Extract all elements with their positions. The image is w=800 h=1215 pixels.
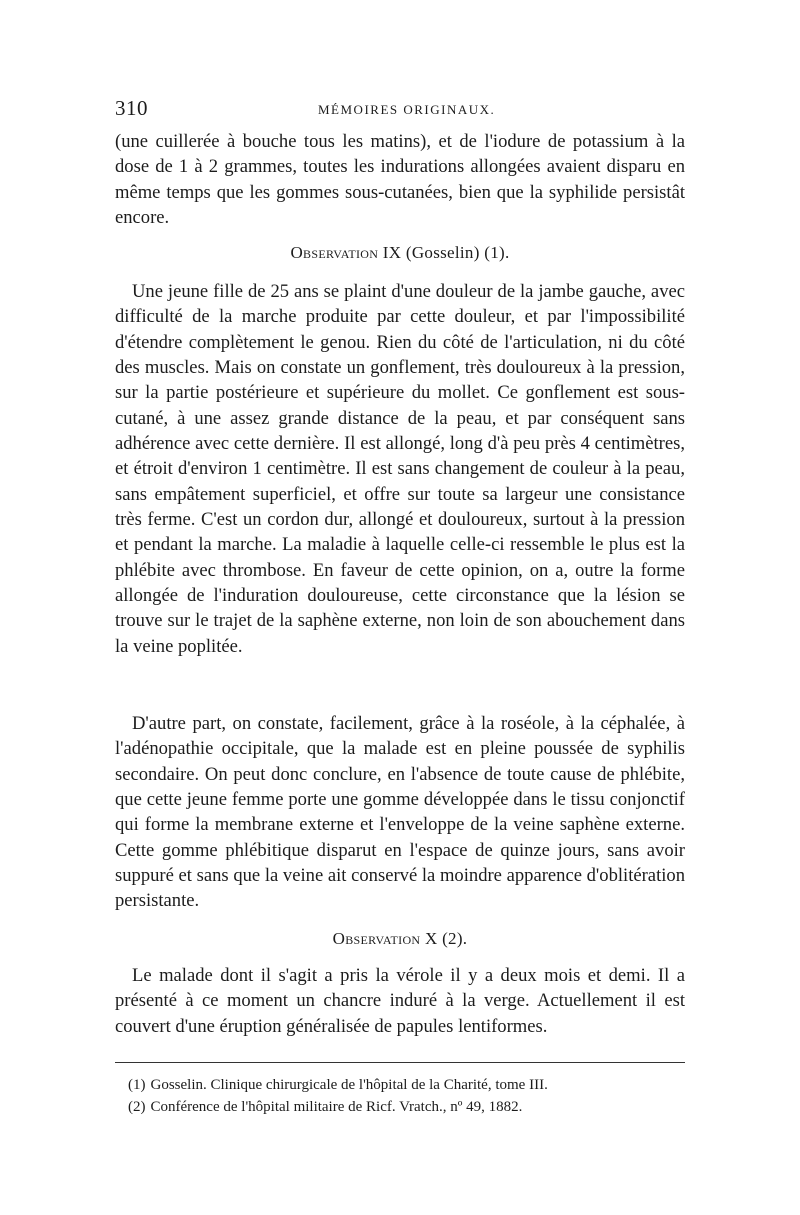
footnote-separator: [115, 1062, 685, 1063]
footnote-text: Gosselin. Clinique chirurgicale de l'hôpital de la Charité, tome III.: [150, 1077, 548, 1093]
footnote-mark: (2): [128, 1099, 146, 1115]
paragraph-observation-x: Le malade dont il s'agit a pris la vérole il y a deux mois et demi. Il a présenté à ce moment un chancre induré à la verge. Actuellement il est couvert d'une éruption généralisée de papules lentiformes.: [115, 965, 685, 1037]
running-title: MÉMOIRES ORIGINAUX.: [318, 102, 496, 117]
footnote-text: Conférence de l'hôpital militaire de Ricf. Vratch., nº 49, 1882.: [150, 1099, 523, 1115]
observation-ix-label: Observation: [290, 243, 379, 262]
running-head: [115, 96, 685, 124]
footnotes: [128, 1074, 688, 1118]
footnote-1: [128, 1074, 688, 1096]
paragraph-observation-ix-case: Une jeune fille de 25 ans se plaint d'une douleur de la jambe gauche, avec difficulté de la marche produite par cette douleur, et par l'impossibilité d'étendre complètement le genou. Rien du côté de l'articulation, ni du côté des muscles. Mais on constate un gonflement, très douloureux à la pression, sur la partie postérieure et supérieure du mollet. Ce gonflement est sous-cutané, à une assez grande distance de la peau, et par conséquent sans adhérence avec cette dernière. Il est allongé, long d'à peu près 4 centimètres, et étroit d'environ 1 centimètre. Il est sans changement de couleur à la peau, sans empâtement superficiel, et offre sur toute sa largeur une consistance très ferme. C'est un cordon dur, allongé et douloureux, surtout à la pression et pendant la marche. La maladie à laquelle celle-ci ressemble le plus est la phlébite avec thrombose. En faveur de cette opinion, on a, outre la forme allongée de l'induration douloureuse, cette circonstance que la lésion se trouve sur le trajet de la saphène externe, non loin de son abouchement dans la veine poplitée.: [115, 281, 685, 657]
paragraph-continuation: (une cuillerée à bouche tous les matins), et de l'iodure de potassium à la dose de 1 à 2 grammes, toutes les indurations allongées avaient disparu en même temps que les gommes sous-cutanées, bien que la syphilide persistât encore.: [115, 131, 685, 229]
observation-ix-title: IX (Gosselin) (1).: [382, 243, 510, 262]
paragraph-observation-ix-conclusion: D'autre part, on constate, facilement, grâce à la roséole, à la céphalée, à l'adénopathie occipitale, que la malade est en pleine poussée de syphilis secondaire. On peut donc conclure, en l'absence de toute cause de phlébite, que cette jeune femme porte une gomme développée dans le tissu conjonctif qui forme la membrane externe et l'enveloppe de la veine saphène externe. Cette gomme phlébitique disparut en l'espace de quinze jours, sans avoir suppuré et sans que la veine ait conservé la moindre apparence d'oblitération persistante.: [115, 713, 685, 912]
observation-x-label: Observation: [332, 929, 421, 948]
observation-x-heading: [115, 929, 685, 949]
observation-ix-heading: [115, 243, 685, 263]
page-number: 310: [115, 96, 148, 120]
footnote-2: [128, 1096, 688, 1118]
footnote-mark: (1): [128, 1077, 146, 1093]
observation-x-title: X (2).: [424, 929, 468, 948]
